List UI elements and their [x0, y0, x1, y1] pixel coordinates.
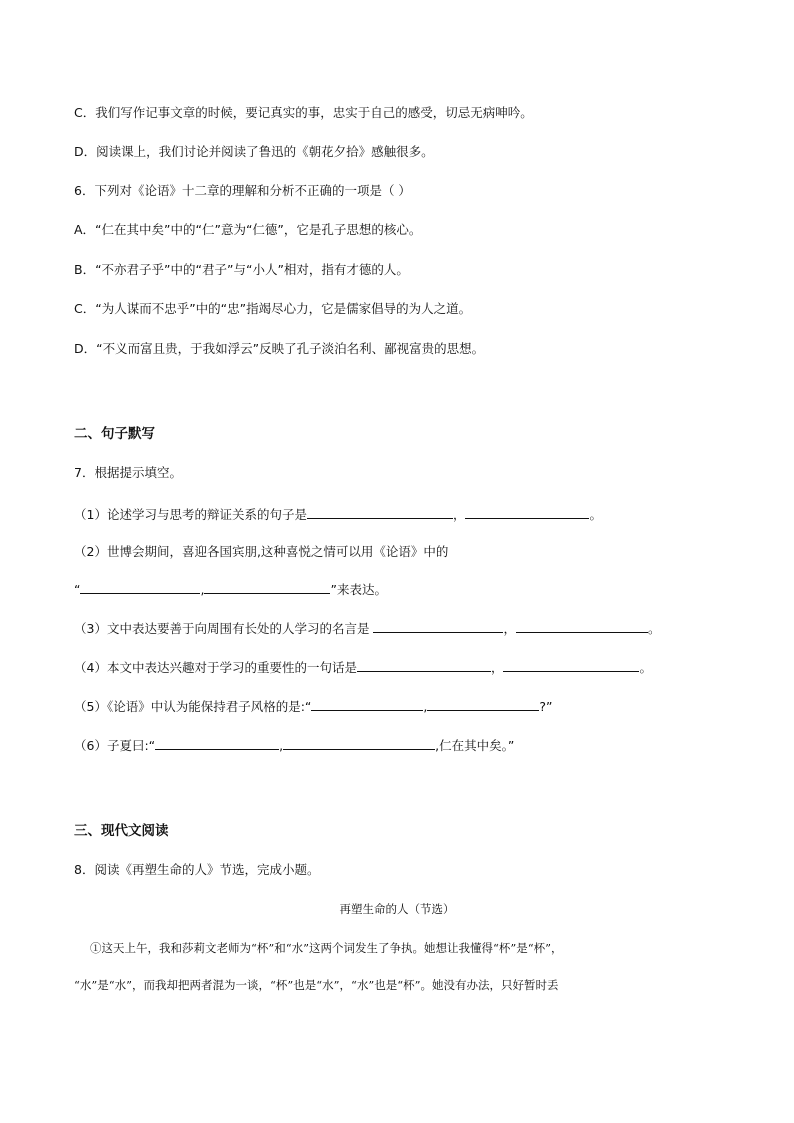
separator: ， [452, 507, 466, 522]
section-2-heading: 二、句子默写 [74, 426, 155, 442]
fill-item-5 [74, 697, 553, 716]
end-text: ”来表达。 [330, 582, 387, 597]
fill-blank[interactable] [503, 658, 639, 672]
separator: , [279, 738, 284, 753]
article-title: 再塑生命的人（节选） [339, 902, 455, 916]
fill-blank[interactable] [283, 736, 435, 750]
fill-item-6 [74, 736, 514, 755]
option-c-text: C．我们写作记事文章的时候，要记真实的事，忠实于自己的感受，切忌无病呻吟。 [74, 105, 533, 120]
fill-blank[interactable] [373, 619, 503, 633]
fill-blank[interactable] [311, 697, 423, 711]
fill-item-6-prompt: （6）子夏曰:“ [74, 738, 156, 753]
question-6-option-c: C．“为人谋而不忠乎”中的“忠”指竭尽心力，它是儒家倡导的为人之道。 [74, 301, 472, 316]
article-paragraph-line-1: ①这天上午，我和莎莉文老师为“杯”和“水”这两个词发生了争执。她想让我懂得“杯”是“杯”， [90, 941, 563, 955]
open-quote: “ [74, 582, 81, 597]
separator: , [200, 582, 205, 597]
fill-blank[interactable] [307, 505, 453, 519]
fill-item-1 [74, 505, 602, 524]
end-punct: 。 [647, 621, 661, 636]
fill-item-3-prompt: （3）文中表达要善于向周围有长处的人学习的名言是 [74, 621, 374, 636]
fill-item-2-line2 [74, 580, 387, 599]
fill-blank[interactable] [80, 580, 200, 594]
question-7-stem: 7．根据提示填空。 [74, 465, 182, 480]
separator: ， [503, 621, 516, 636]
question-6-stem: 6．下列对《论语》十二章的理解和分析不正确的一项是（ ） [74, 183, 411, 198]
end-punct: ?” [539, 699, 553, 714]
separator: , [423, 699, 428, 714]
question-6-option-b: B．“不亦君子乎”中的“君子”与“小人”相对，指有才德的人。 [74, 262, 409, 277]
end-punct: 。 [639, 660, 652, 675]
fill-item-4-prompt: （4）本文中表达兴趣对于学习的重要性的一句话是 [74, 660, 357, 675]
fill-item-4 [74, 658, 652, 677]
fill-item-5-prompt: （5）《论语》中认为能保持君子风格的是:“ [74, 699, 312, 714]
article-paragraph-line-2: “水”是“水”，而我却把两者混为一谈，“杯”也是“水”，“水”也是“杯”。她没有办法，只好暂时丢 [74, 978, 559, 992]
fill-blank[interactable] [427, 697, 539, 711]
fill-blank[interactable] [357, 658, 491, 672]
end-text: ,仁在其中矣。” [435, 738, 515, 753]
fill-item-2-line1: （2）世博会期间，喜迎各国宾朋,这种喜悦之情可以用《论语》中的 [74, 544, 449, 559]
fill-item-3 [74, 619, 660, 638]
separator: ， [490, 660, 504, 675]
question-6-option-a: A．“仁在其中矣”中的“仁”意为“仁德”，它是孔子思想的核心。 [74, 222, 422, 237]
end-punct: 。 [589, 507, 602, 522]
fill-blank[interactable] [465, 505, 589, 519]
fill-item-1-prompt: （1）论述学习与思考的辩证关系的句子是 [74, 507, 307, 522]
fill-blank[interactable] [204, 580, 330, 594]
question-8-stem: 8．阅读《再塑生命的人》节选，完成小题。 [74, 862, 320, 877]
question-6-option-d: D．“不义而富且贵，于我如浮云”反映了孔子淡泊名利、鄙视富贵的思想。 [74, 341, 485, 356]
option-d-text: D．阅读课上，我们讨论并阅读了鲁迅的《朝花夕拾》感触很多。 [74, 144, 434, 159]
section-3-heading: 三、现代文阅读 [74, 823, 169, 839]
fill-blank[interactable] [155, 736, 279, 750]
fill-blank[interactable] [516, 619, 648, 633]
